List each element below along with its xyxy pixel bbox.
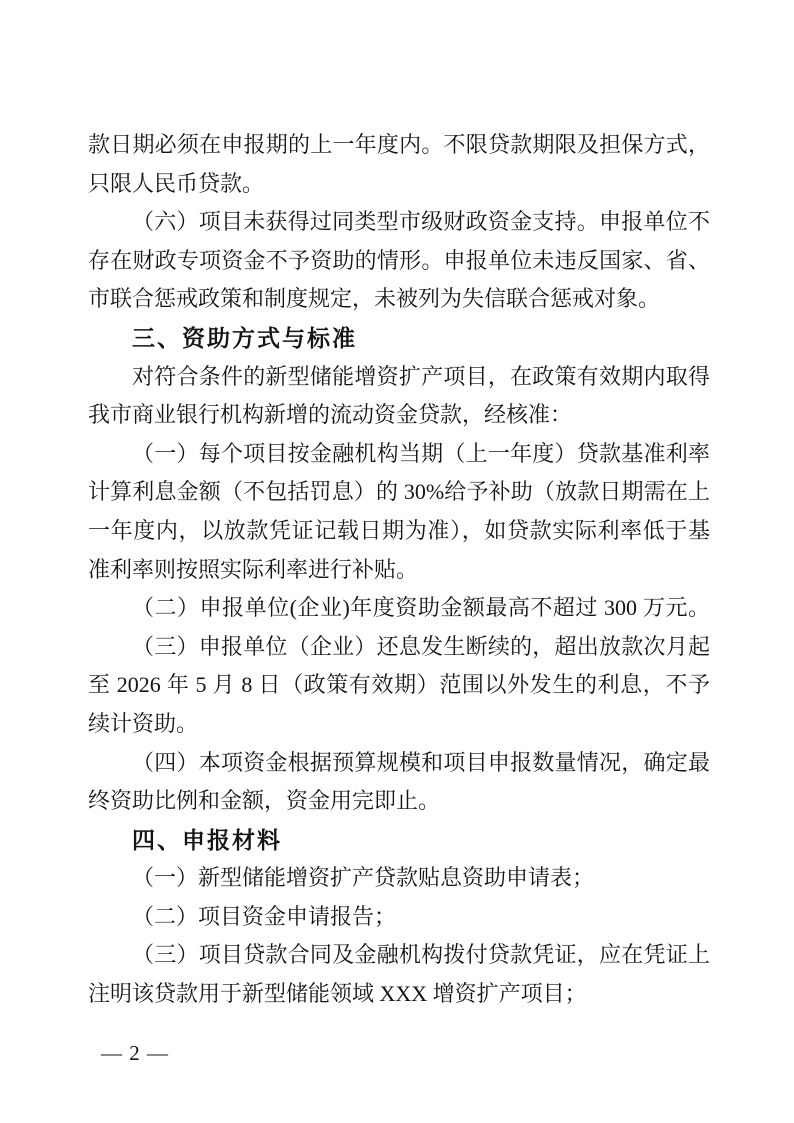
text-line: 存在财政专项资金不予资助的情形。申报单位未违反国家、省、 — [88, 247, 710, 273]
text-line: 注明该贷款用于新型储能领域 XXX 增资扩产项目； — [88, 981, 587, 1007]
paragraph — [88, 358, 710, 435]
text-line: 续计资助。 — [88, 710, 199, 736]
text-line: （二）申报单位(企业)年度资助金额最高不超过 300 万元。 — [132, 595, 710, 621]
text-line: （三）项目贷款合同及金融机构拨付贷款凭证，应在凭证上 — [132, 942, 710, 968]
text-line: 对符合条件的新型储能增资扩产项目，在政策有效期内取得 — [132, 363, 710, 389]
paragraph — [88, 859, 710, 898]
text-line: 终资助比例和金额，资金用完即止。 — [88, 788, 441, 814]
paragraph — [88, 203, 710, 319]
page-number: — 2 — — [101, 1041, 169, 1065]
section-heading — [88, 319, 710, 358]
text-line: 准利率则按照实际利率进行补贴。 — [88, 556, 419, 582]
text-line: 计算利息金额（不包括罚息）的 30%给予补助（放款日期需在上 — [88, 479, 710, 505]
text-line: （四）本项资金根据预算规模和项目申报数量情况，确定最 — [132, 749, 710, 775]
text-line: （一）新型储能增资扩产贷款贴息资助申请表； — [132, 865, 595, 891]
text-line: 三、资助方式与标准 — [132, 324, 357, 351]
paragraph — [88, 435, 710, 589]
text-line: 至 2026 年 5 月 8 日（政策有效期）范围以外发生的利息，不予 — [88, 672, 710, 698]
section-heading — [88, 821, 710, 860]
document-body — [88, 126, 710, 1014]
paragraph — [88, 589, 710, 628]
paragraph — [88, 744, 710, 821]
text-line: 只限人民币贷款。 — [88, 170, 265, 196]
text-line: （一）每个项目按金融机构当期（上一年度）贷款基准利率 — [132, 440, 710, 466]
text-line: （六）项目未获得过同类型市级财政资金支持。申报单位不 — [132, 209, 710, 235]
paragraph — [88, 126, 710, 203]
text-line: （二）项目资金申请报告； — [132, 903, 397, 929]
paragraph — [88, 936, 710, 1013]
text-line: 一年度内，以放款凭证记载日期为准），如贷款实际利率低于基 — [88, 517, 710, 543]
text-line: （三）申报单位（企业）还息发生断续的，超出放款次月起 — [132, 633, 710, 659]
paragraph — [88, 898, 710, 937]
paragraph — [88, 628, 710, 744]
text-line: 我市商业银行机构新增的流动资金贷款，经核准： — [88, 402, 573, 428]
text-line: 四、申报材料 — [132, 826, 282, 853]
text-line: 市联合惩戒政策和制度规定，未被列为失信联合惩戒对象。 — [88, 286, 661, 312]
text-line: 款日期必须在申报期的上一年度内。不限贷款期限及担保方式， — [88, 132, 710, 157]
